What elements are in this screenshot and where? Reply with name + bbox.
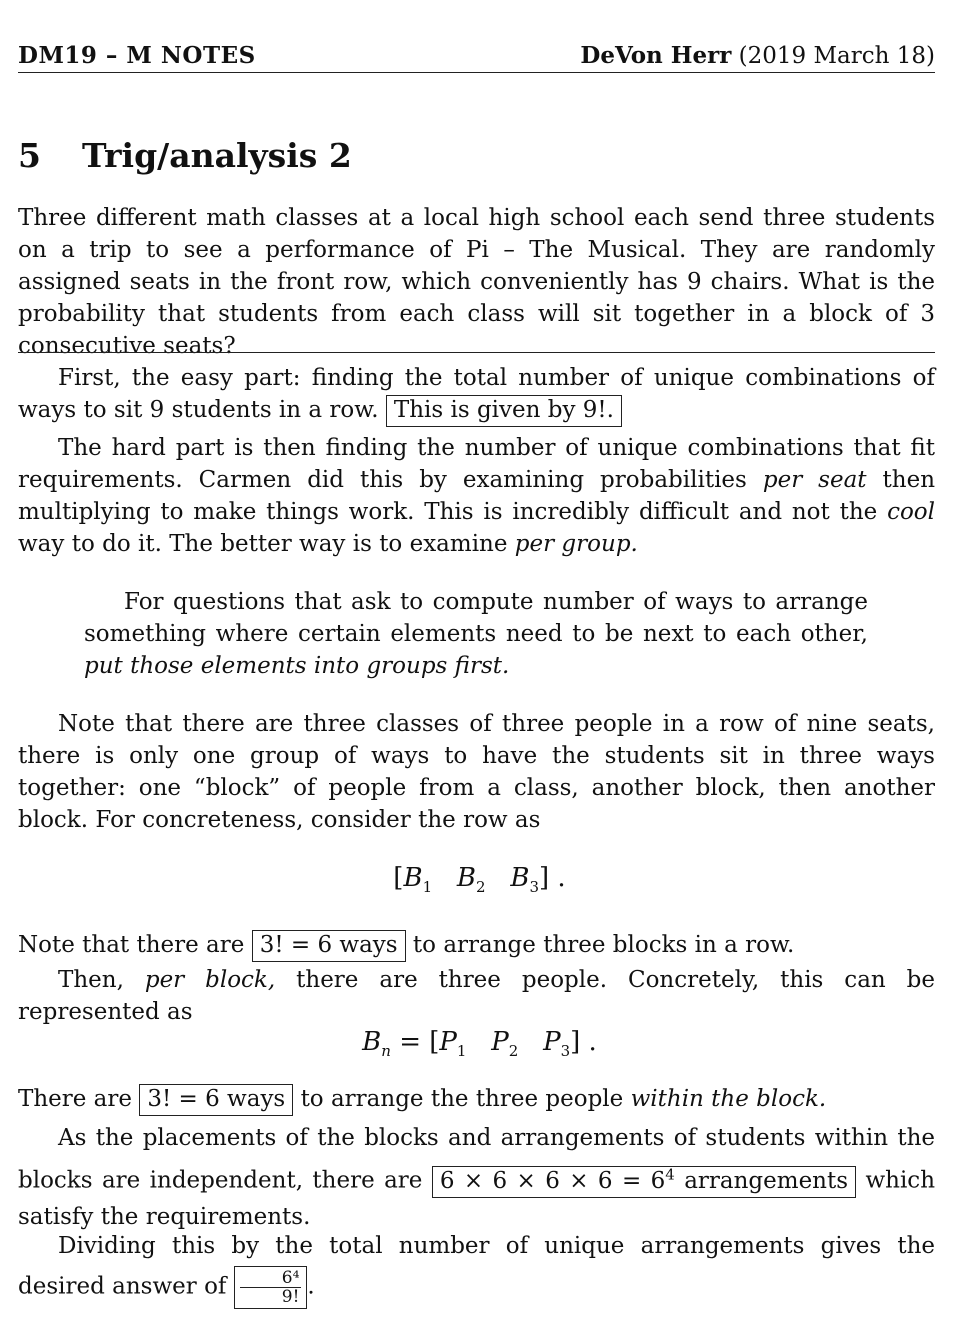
p6-b: to arrange the three people — [300, 1086, 624, 1112]
boxed-total: This is given by 9!. — [386, 395, 622, 427]
p7-boxed-tail: arrangements — [674, 1167, 849, 1194]
p1-text: First, the easy part: finding the total number of unique combinations of ways to sit 9 students in a row. — [18, 365, 935, 423]
boxed-arrangements — [432, 1166, 856, 1198]
p8-a: Dividing this by the total number of unique arrangements gives the desired answer of — [18, 1233, 935, 1300]
section-number: 5 — [18, 136, 41, 175]
p6-a: There are — [18, 1086, 133, 1112]
fraction-denominator: 9! — [281, 1287, 300, 1307]
p5-em: per block, — [144, 967, 276, 993]
eq2-s2: 2 — [508, 1042, 519, 1061]
divider — [18, 352, 935, 353]
eq1-close: ] . — [539, 863, 566, 893]
p5-b: there are three people. Concretely, this can be represented as — [18, 967, 936, 1025]
problem-statement: Three different math classes at a local high school each send three students on a trip to see a performance of Pi – The Musical. They are randomly assigned seats in the front row, which conveniently has 9 chairs. What is the probability that students from each class will sit together in a block of 3 consecutive seats? — [18, 205, 935, 359]
section-heading — [18, 134, 352, 178]
paragraph-per-block — [18, 964, 935, 1028]
paragraph-hard-part — [18, 432, 935, 560]
quote-text: For questions that ask to compute number of ways to arrange something where certain elements need to be next to each other, — [84, 589, 868, 647]
tip-quote — [84, 586, 868, 682]
p7-boxed-exp: 4 — [665, 1165, 675, 1183]
author-date — [580, 40, 935, 72]
course-label: DM19 – M NOTES — [18, 42, 256, 69]
p5-a: Then, — [58, 967, 124, 993]
eq2-lhs-sub: n — [381, 1042, 391, 1061]
p2-em3: per group. — [514, 531, 638, 557]
paragraph-people-count — [18, 1083, 935, 1115]
eq2-p3: P — [543, 1027, 561, 1057]
fraction-numerator: 6⁴ — [240, 1269, 302, 1288]
eq1-s1: 1 — [422, 878, 433, 897]
p4-b: to arrange three blocks in a row. — [412, 932, 795, 958]
p2-em2: cool — [887, 499, 935, 525]
boxed-people-ways: 3! = 6 ways — [139, 1084, 293, 1116]
eq1-b3: B — [510, 863, 530, 893]
date: (2019 March 18) — [738, 43, 935, 69]
section-title: Trig/analysis 2 — [82, 136, 352, 175]
eq2-s1: 1 — [456, 1042, 467, 1061]
page-header — [18, 38, 935, 73]
eq2-close: ] . — [570, 1027, 597, 1057]
p7-boxed-base: 6 × 6 × 6 × 6 = 6 — [439, 1167, 666, 1194]
quote-em: put those elements into groups first. — [84, 653, 510, 679]
eq2-lhs: B — [362, 1027, 382, 1057]
p2-b: then multiplying to make things work. This is incredibly difficult and not the — [18, 467, 936, 525]
eq2-s3: 3 — [560, 1042, 571, 1061]
p4-a: Note that there are — [18, 932, 245, 958]
equation-row — [0, 862, 959, 903]
p6-em: within the block. — [630, 1086, 827, 1112]
eq2-p2: P — [491, 1027, 509, 1057]
paragraph-easy-part — [18, 362, 935, 426]
eq2-eqsign: = [ — [390, 1027, 440, 1057]
boxed-block-ways: 3! = 6 ways — [252, 930, 406, 962]
boxed-answer-fraction — [234, 1266, 308, 1309]
p7-b: which satisfy the requirements. — [18, 1167, 936, 1230]
equation-block — [0, 1026, 959, 1067]
eq1-s2: 2 — [476, 878, 486, 897]
paragraph-block-count — [18, 929, 935, 961]
eq1-s3: 3 — [529, 878, 540, 897]
p7-a: As the placements of the blocks and arrangements of students within the blocks are independent, there are — [18, 1125, 935, 1194]
p8-tail: . — [307, 1273, 315, 1300]
author-name: DeVon Herr — [580, 42, 732, 69]
eq2-p1: P — [439, 1027, 457, 1057]
p2-c: way to do it. The better way is to examine — [18, 531, 508, 557]
eq1-b2: B — [456, 863, 477, 893]
eq1-b1: B — [403, 863, 423, 893]
p2-a: The hard part is then finding the number of unique combinations that fit requirements. Carmen did this by examining probabilities — [18, 435, 935, 493]
paragraph-answer — [18, 1226, 935, 1309]
paragraph-independent — [18, 1120, 935, 1235]
p2-em1: per seat — [762, 467, 867, 493]
eq1-open: [ — [393, 863, 404, 893]
paragraph-blocks: Note that there are three classes of three people in a row of nine seats, there is only one group of ways to have the students sit in three ways together: one “block” of people from a class, another block, then another block. For concreteness, consider the row as — [18, 711, 935, 833]
